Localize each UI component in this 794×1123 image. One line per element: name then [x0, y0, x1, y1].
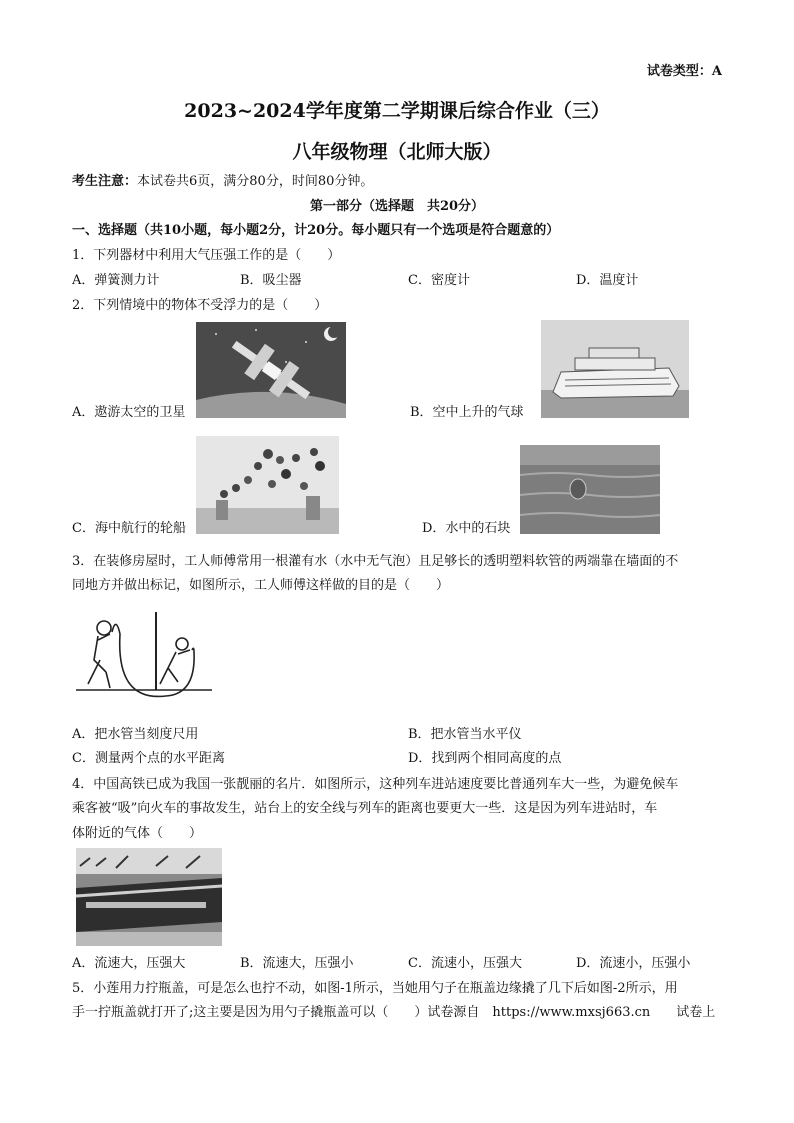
- q2-option-b: B．空中上升的气球: [410, 405, 524, 420]
- cruise-ship-image: [541, 320, 689, 418]
- q4-option-c: C．流速小，压强大: [408, 956, 522, 971]
- high-speed-train-image: [76, 848, 222, 946]
- workers-hose-illustration: [76, 612, 212, 708]
- q3-stem-line1: 3．在装修房屋时，工人师傅常用一根灌有水（水中无气泡）且足够长的透明塑料软管的两端靠在墙面的不: [72, 554, 679, 569]
- q3-stem-line2: 同地方并做出标记，如图所示，工人师傅这样做的目的是（ ）: [72, 578, 450, 593]
- balloons-image: [196, 436, 339, 534]
- q1-stem: 1．下列器材中利用大气压强工作的是（ ）: [72, 248, 341, 263]
- paper-type-label: 试卷类型：A: [646, 64, 722, 79]
- exam-title: 2023~2024学年度第二学期课后综合作业（三）: [184, 100, 610, 122]
- satellite-image: [196, 322, 346, 418]
- q3-option-b: B．把水管当水平仪: [408, 727, 522, 742]
- q1-option-c: C．密度计: [408, 273, 470, 288]
- q2-option-a: A．遨游太空的卫星: [72, 405, 186, 420]
- q5-stem-line1: 5．小莲用力拧瓶盖，可是怎么也拧不动，如图-1所示，当她用勺子在瓶盖边缘撬了几下后如图-2所示，用: [72, 981, 678, 996]
- q4-option-b: B．流速大，压强小: [240, 956, 354, 971]
- q2-stem: 2．下列情境中的物体不受浮力的是（ ）: [72, 298, 328, 313]
- q4-option-a: A．流速大，压强大: [72, 956, 186, 971]
- q1-option-b: B．吸尘器: [240, 273, 302, 288]
- q3-option-d: D．找到两个相同高度的点: [408, 751, 562, 766]
- q4-stem-line3: 体附近的气体（ ）: [72, 826, 203, 841]
- q4-option-d: D．流速小，压强小: [576, 956, 691, 971]
- q4-stem-line1: 4．中国高铁已成为我国一张靓丽的名片．如图所示，这种列车进站速度要比普通列车大一些，为避免候车: [72, 777, 679, 792]
- section-one-heading: 一、选择题（共10小题，每小题2分，计20分。每小题只有一个选项是符合题意的）: [72, 223, 560, 238]
- stone-in-water-image: [520, 445, 660, 534]
- part-one-heading: 第一部分（选择题 共20分）: [309, 199, 485, 214]
- notice-text: 本试卷共6页，满分80分，时间80分钟。: [137, 174, 374, 189]
- notice-label: 考生注意：: [72, 174, 138, 189]
- q1-option-a: A．弹簧测力计: [72, 273, 160, 288]
- q2-option-d: D．水中的石块: [422, 521, 511, 536]
- exam-subtitle: 八年级物理（北师大版）: [292, 141, 502, 163]
- exam-notice: [72, 174, 373, 190]
- q4-stem-line2: 乘客被“吸”向火车的事故发生，站台上的安全线与列车的距离也要更大一些．这是因为列车进站时，车: [72, 801, 658, 816]
- q5-stem-line2: 手一拧瓶盖就打开了;这主要是因为用勺子撬瓶盖可以（ ）试卷源自 https://www.mxsj663.cn 试卷上: [72, 1005, 716, 1020]
- q3-option-a: A．把水管当刻度尺用: [72, 727, 199, 742]
- q1-option-d: D．温度计: [576, 273, 639, 288]
- q2-option-c: C．海中航行的轮船: [72, 521, 186, 536]
- q3-option-c: C．测量两个点的水平距离: [72, 751, 225, 766]
